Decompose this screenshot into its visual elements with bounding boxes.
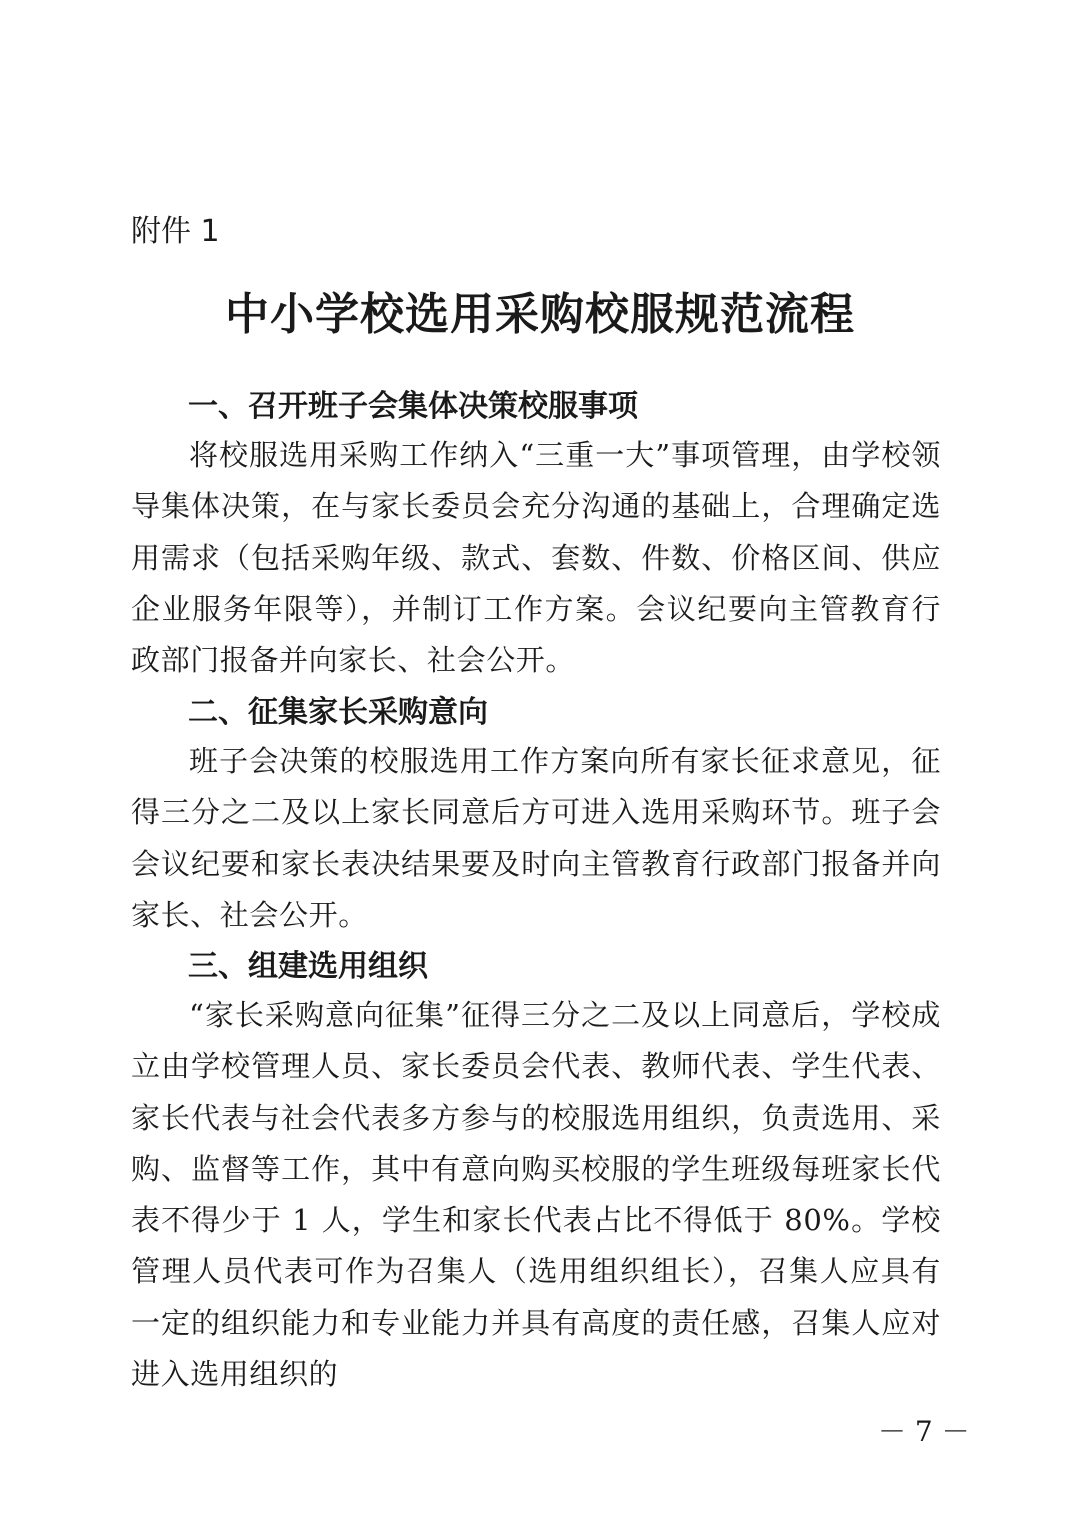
section-heading-2: 二、征集家长采购意向: [188, 695, 488, 730]
document-title: 中小学校选用采购校服规范流程: [225, 289, 855, 340]
section-heading-3: 三、组建选用组织: [188, 949, 428, 984]
section-paragraph-3: “家长采购意向征集”征得三分之二及以上同意后，学校成立由学校管理人员、家长委员会代表、教师代表、学生代表、家长代表与社会代表多方参与的校服选用组织，负责选用、采购、监督等工作，其中有意向购买校服的学生班级每班家长代表不得少于 1 人，学生和家长代表占比不得低于 80%。学校管理人员代表可作为召集人（选用组织组长），召集人应具有一定的组织能力和专业能力并具有高度的责任感，召集人应对进入选用组织的: [131, 998, 941, 1392]
section-heading-1: 一、召开班子会集体决策校服事项: [188, 389, 638, 424]
section-paragraph-2: 班子会决策的校服选用工作方案向所有家长征求意见，征得三分之二及以上家长同意后方可进入选用采购环节。班子会会议纪要和家长表决结果要及时向主管教育行政部门报备并向家长、社会公开。: [131, 744, 941, 932]
attachment-label: 附件 1: [131, 214, 220, 249]
page-number: － 7 －: [878, 1415, 970, 1448]
section-paragraph-1: 将校服选用采购工作纳入“三重一大”事项管理，由学校领导集体决策，在与家长委员会充分沟通的基础上，合理确定选用需求（包括采购年级、款式、套数、件数、价格区间、供应企业服务年限等），并制订工作方案。会议纪要向主管教育行政部门报备并向家长、社会公开。: [131, 438, 941, 678]
